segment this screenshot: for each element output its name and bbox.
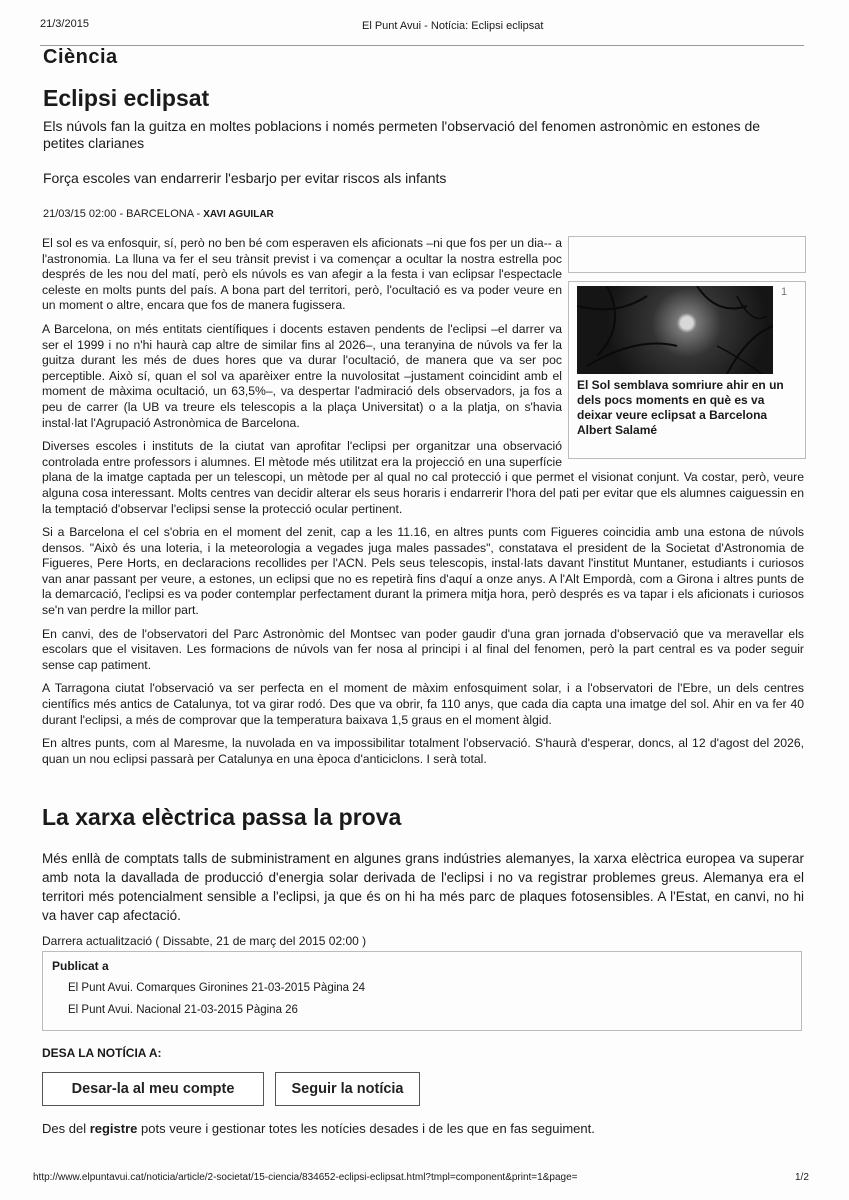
photo-credit: Albert Salamé: [577, 423, 658, 437]
article-headline: Eclipsi eclipsat: [43, 85, 210, 111]
sidebar-paragraph: Més enllà de comptats talls de subministrament en algunes grans indústries alemanyes, la xarxa elèctrica europea va superar amb nota la davallada de producció d'energia solar derivada de l'eclipsi i no va registrar problemes greus.: [42, 851, 804, 885]
print-title: El Punt Avui - Notícia: Eclipsi eclipsat: [362, 20, 544, 32]
article-subhead-2: Força escoles van endarrerir l'esbarjo per evitar riscos als infants: [43, 170, 447, 186]
save-note-post: pots veure i gestionar totes les notícies desades i de les que en fas seguiment.: [137, 1121, 595, 1136]
published-box: [42, 951, 802, 1031]
register-link[interactable]: registre: [89, 1121, 138, 1136]
dateline-text: 21/03/15 02:00 - BARCELONA -: [43, 208, 204, 220]
article-dateline: [43, 208, 274, 220]
save-title: DESA LA NOTÍCIA A:: [42, 1046, 162, 1060]
article-paragraph: Si a Barcelona el cel s'obria en el moment del zenit, cap a les 11.16, en altres punts com Figueres coincidia amb una estona de núvols densos. "Això és una loteria, i la meteorologia a vegades juga males passades", constatava el president de la Societat d'Astronomia de Figueres, Pere Horts, en declaracions recollides per l'ACN. Pels seus telescopis, instal·lats davant l'institut Muntaner, estudiants i curiosos van anar passant per veure, a estones, un eclipsi que no es repetirà fins d'aquí a onze anys. A l'Alt Empordà, com a Girona i altres punts de la demarcació, l'eclipsi es va poder contemplar perfectament durant la primera mitja hora, però després es va tapar i els aficionats i curiosos se'n van perdre la millor part.: [42, 525, 804, 618]
section-title: Ciència: [43, 46, 118, 68]
print-date: 21/3/2015: [40, 18, 89, 30]
sidebar-paragraph: Alemanya era el territori més potencialment sensible a l'eclipsi, ja que és on hi ha més parc de plaques fotosensibles. A l'Estat, en canvi, no hi va haver cap afectació.: [42, 870, 804, 923]
sidebar-body: [42, 849, 804, 925]
article-paragraph: En canvi, des de l'observatori del Parc Astronòmic del Montsec van poder gaudir d'una gran jornada d'observació que va meravellar els escolars que el visitaven. Les formacions de núvols van fer nosa al principi i al final del fenomen, però la part central es va poder seguir sense cap patiment.: [42, 626, 804, 672]
published-title: Publicat a: [52, 959, 109, 973]
article-paragraph: A Barcelona, on més entitats científiques i docents estaven pendents de l'eclipsi –el darrer va ser el 1999 i no n'hi haurà cap altre de similar fins al 2026–, una teranyina de núvols va fer la guitza durant les més de dues hores que va durar l'ocultació, de manera que va ser poc perceptible. Això sí, quan el sol va aparèixer entre la nuvolositat –justament coincidint amb el moment de màxima ocultació, un 63,5%–, va despertar l'admiració dels observadors, ja fos a peu de carrer (la UB va treure els telescopis a la plaça Universitat) o a la platja, on s'havia instal·lat l'Agrupació Astronòmica de Barcelona.: [42, 321, 562, 430]
save-note: [42, 1121, 595, 1136]
article-paragraph: En altres punts, com al Maresme, la nuvolada en va impossibilitar totalment l'observació. S'haurà d'esperar, doncs, al 12 d'agost del 2026, quan un nou eclipsi passarà per Catalunya en una època d'anticiclons. I serà total.: [42, 736, 804, 766]
header-divider: [40, 45, 804, 46]
article-paragraph: El sol es va enfosquir, sí, però no ben bé com esperaven els aficionats –ni que fos per un dia-- a l'astronomia. La lluna va fer el seu trànsit previst i va començar a ocultar la nostra estrella poc després de les nou del matí, però els núvols es van afegir a la festa i van eclipsar l'espectacle celeste en molts punts del país. A bona part del territori, però, l'ocultació es va poder veure en un moment o altre, encara que fos de manera fugissera.: [42, 236, 562, 313]
print-url: http://www.elpuntavui.cat/noticia/article/2-societat/15-ciencia/834652-eclipsi-eclipsat.html?tmpl=component&print=1&page=: [33, 1172, 578, 1183]
article-paragraph: Diverses escoles i instituts de la ciutat van aprofitar l'eclipsi per organitzar una observació controlada entre professors i alumnes. El mètode més utilitzat era la projecció en una superfície plana de la imatge captada per un telescopi, un mètode per al qual no cal protecció i que permet el visionat conjunt. Va costar, però, veure alguna cosa interessant. Molts centres van decidir alterar els seus horaris i endarrerir l'hora del pati per evitar que els alumnes caiguessin en la temptació d'observar l'eclipsi sense la protecció ocular pertinent.: [42, 439, 804, 516]
article-body: [42, 236, 804, 775]
photo-number: 1: [781, 286, 788, 298]
save-note-pre: Des del: [42, 1121, 90, 1136]
sidebar-headline: La xarxa elèctrica passa la prova: [42, 804, 402, 830]
published-item[interactable]: El Punt Avui. Nacional 21-03-2015 Pàgina 26: [68, 1004, 298, 1016]
author-name: XAVI AGUILAR: [203, 209, 274, 220]
article-subhead-1: Els núvols fan la guitza en moltes poblacions i només permeten l'observació del fenomen astronòmic en estones de petites clarianes: [43, 118, 761, 151]
article-paragraph: A Tarragona ciutat l'observació va ser perfecta en el moment de màxim enfosquiment solar, i a l'observatori de l'Ebre, un dels centres científics més antics de Catalunya, tot va girar rodó. Des que va obrir, fa 110 anys, que cada dia capta una imatge del sol. Ahir en va fer 40 durant l'eclipsi, a més de comprovar que la temperatura baixava 1,5 graus en el moment àlgid.: [42, 681, 804, 727]
follow-news-button[interactable]: Seguir la notícia: [275, 1072, 420, 1106]
published-item[interactable]: El Punt Avui. Comarques Gironines 21-03-2015 Pàgina 24: [68, 982, 366, 994]
figure-spacer: [562, 236, 804, 468]
save-to-account-button[interactable]: Desar-la al meu compte: [42, 1072, 264, 1106]
last-update: Darrera actualització ( Dissabte, 21 de març del 2015 02:00 ): [42, 934, 367, 948]
print-page-number: 1/2: [795, 1172, 809, 1183]
photo-caption-text: El Sol semblava somriure ahir en un dels pocs moments en què es va deixar veure eclipsat a Barcelona: [577, 378, 784, 422]
